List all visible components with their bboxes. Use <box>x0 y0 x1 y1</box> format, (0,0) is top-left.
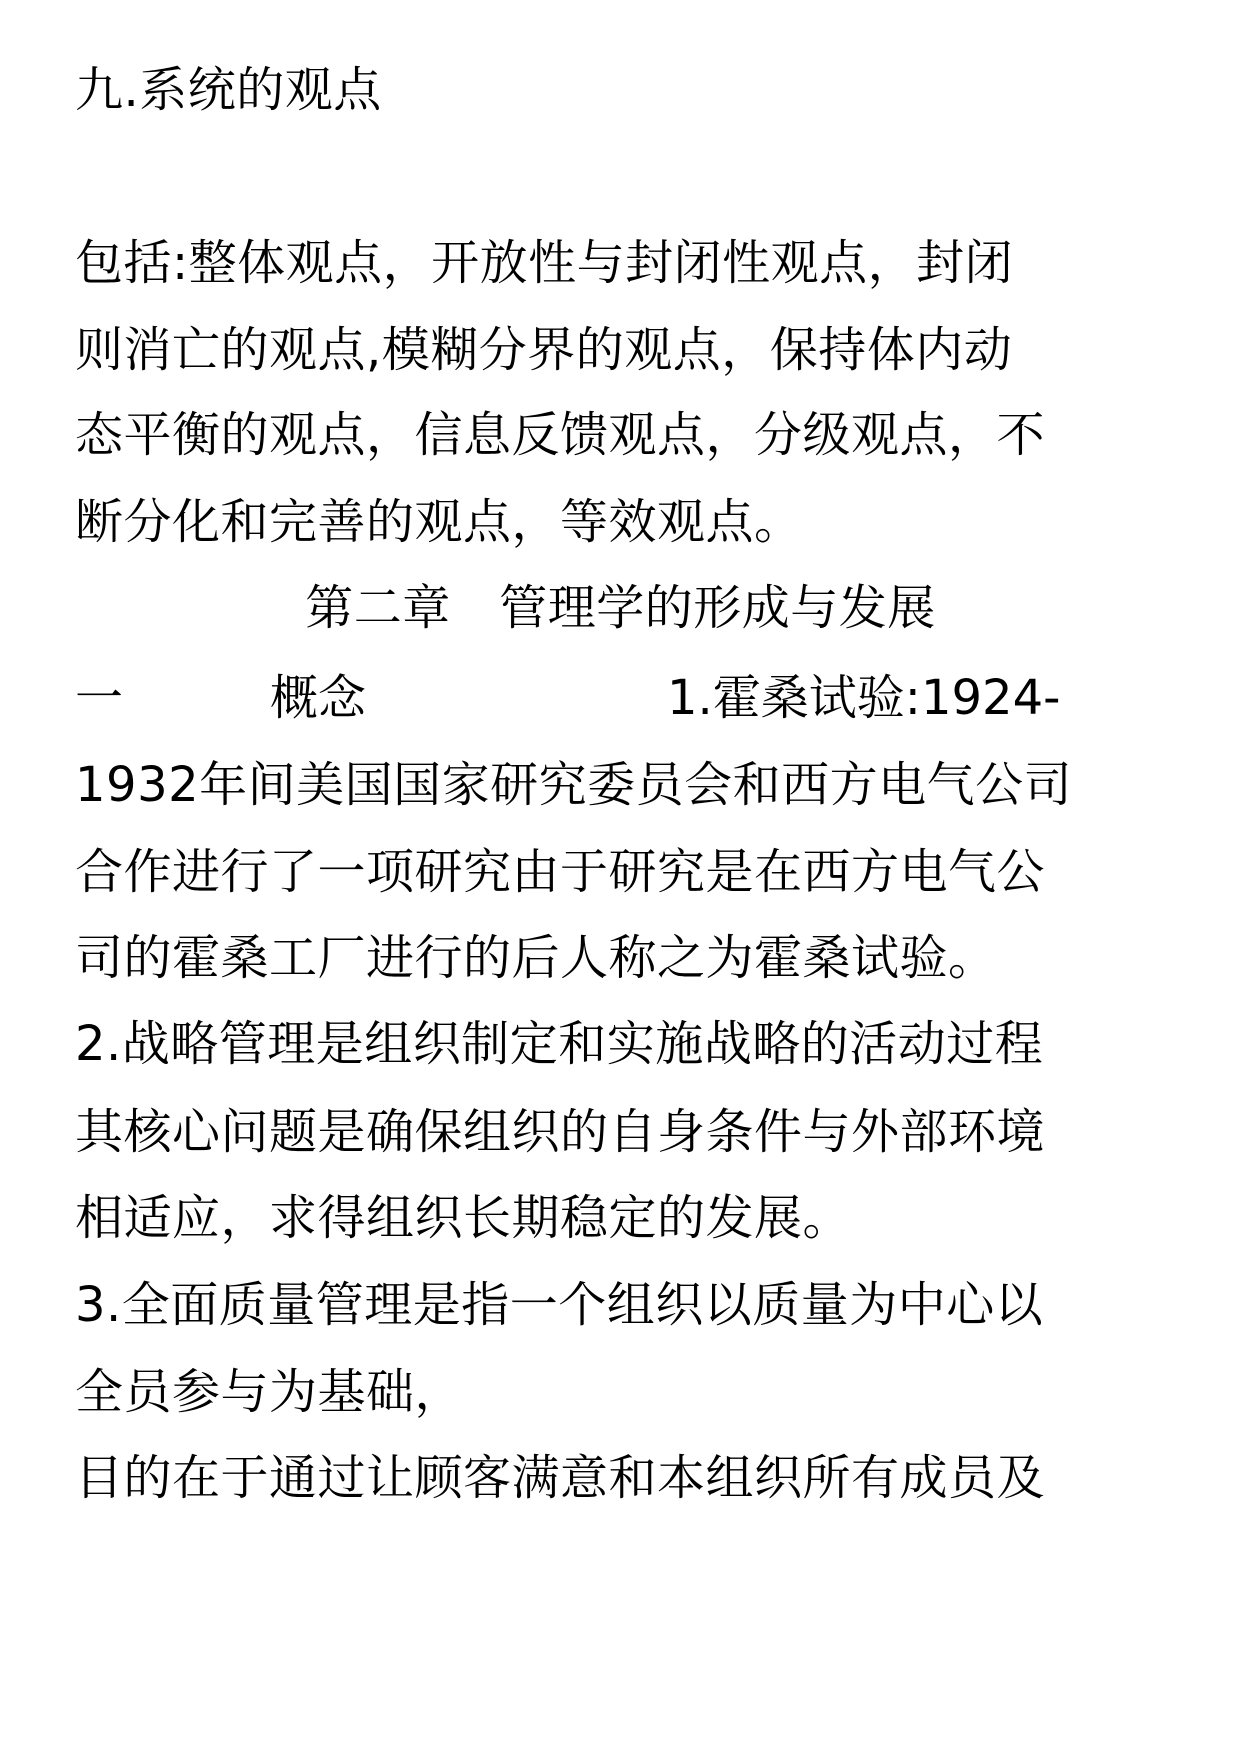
concepts-number: 一 <box>75 670 124 726</box>
concept-item-2-line: 2.战略管理是组织制定和实施战略的活动过程 <box>75 1016 1044 1072</box>
concept-item-1-line: 司的霍桑工厂进行的后人称之为霍桑试验。 <box>75 930 997 986</box>
paragraph-line: 态平衡的观点，信息反馈观点，分级观点，不 <box>75 407 1046 463</box>
concepts-heading-row <box>75 668 1175 728</box>
chapter-title: 第二章 管理学的形成与发展 <box>305 580 936 636</box>
paragraph-line: 包括:整体观点，开放性与封闭性观点，封闭 <box>75 235 1014 291</box>
concept-item-2-line: 相适应，求得组织长期稳定的发展。 <box>75 1190 852 1246</box>
paragraph-line: 断分化和完善的观点，等效观点。 <box>75 494 803 550</box>
concepts-label: 概念 <box>270 670 367 726</box>
concept-item-3-line: 3.全面质量管理是指一个组织以质量为中心以 <box>75 1277 1044 1333</box>
concept-item-1-start: 1.霍桑试验:1924- <box>667 670 1061 726</box>
concept-item-1-line: 1932年间美国国家研究委员会和西方电气公司 <box>75 757 1073 813</box>
section-heading: 九.系统的观点 <box>75 62 382 118</box>
concept-item-3-line: 目的在于通过让顾客满意和本组织所有成员及 <box>75 1450 1046 1506</box>
concept-item-3-line: 全员参与为基础， <box>75 1364 464 1420</box>
concept-item-1-line: 合作进行了一项研究由于研究是在西方电气公 <box>75 844 1046 900</box>
paragraph-line: 则消亡的观点,模糊分界的观点，保持体内动 <box>75 322 1013 378</box>
concept-item-2-line: 其核心问题是确保组织的自身条件与外部环境 <box>75 1104 1046 1160</box>
